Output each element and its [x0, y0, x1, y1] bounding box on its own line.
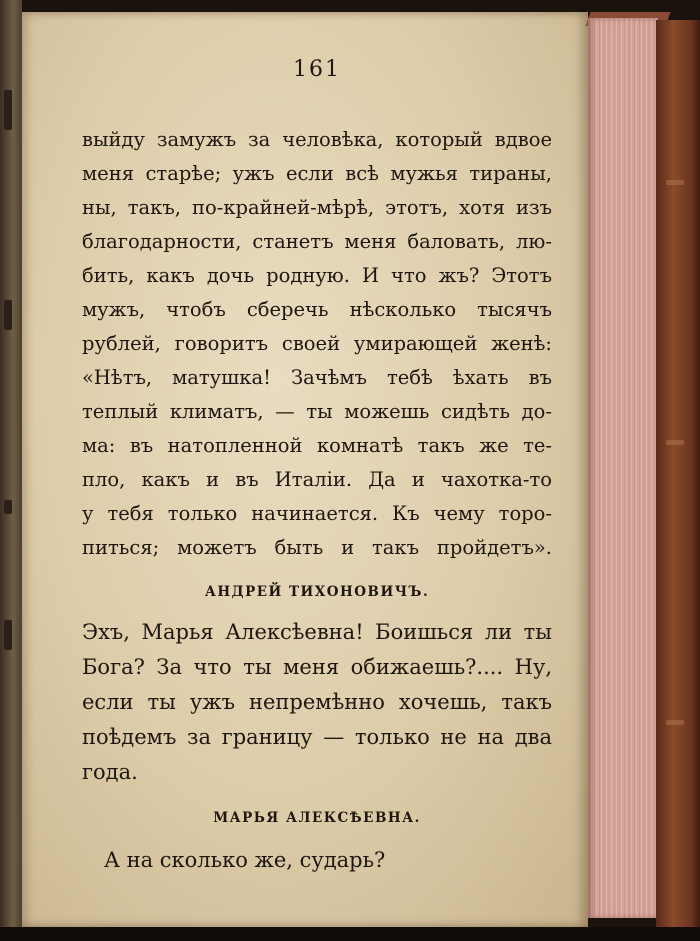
text-line: ны, такъ, по-крайней-мѣрѣ, этотъ, хотя изъ — [82, 196, 552, 219]
left-edge-mark — [4, 90, 12, 130]
text-line: выйду замужъ за человѣка, который вдвое — [82, 128, 552, 151]
text-line: пло, какъ и въ Италіи. Да и чахотка-то — [82, 468, 552, 491]
cover-scuff — [666, 440, 684, 445]
text-line: если ты ужъ непремѣнно хочешь, такъ — [82, 690, 552, 714]
adjacent-page-edge — [0, 0, 22, 941]
text-line: рублей, говоритъ своей умирающей женѣ: — [82, 332, 552, 355]
text-line: года. — [82, 760, 138, 784]
speaker-heading: МАРЬЯ АЛЕКСѢЕВНА. — [213, 810, 421, 826]
text-line: ма: въ натопленной комнатѣ такъ же те- — [82, 434, 552, 457]
text-line: питься; можетъ быть и такъ пройдетъ». — [82, 536, 552, 559]
text-line: «Нѣтъ, матушка! Зачѣмъ тебѣ ѣхать въ — [82, 366, 552, 389]
text-line: бить, какъ дочь родную. И что жъ? Этотъ — [82, 264, 552, 287]
page-number: 161 — [293, 57, 341, 82]
text-line: поѣдемъ за границу — только не на два — [82, 725, 552, 749]
text-line: А на сколько же, сударь? — [104, 848, 386, 872]
text-line: благодарности, станетъ меня баловать, лю- — [82, 230, 552, 253]
cover-scuff — [666, 720, 684, 725]
left-edge-mark — [4, 620, 12, 650]
text-line: Бога? За что ты меня обижаешь?.... Ну, — [82, 655, 552, 679]
table-shadow — [0, 927, 700, 941]
text-line: меня старѣе; ужъ если всѣ мужья тираны, — [82, 162, 552, 185]
text-line: Эхъ, Марья Алексѣевна! Боишься ли ты — [82, 620, 552, 644]
cover-scuff — [666, 180, 684, 185]
text-line: у тебя только начинается. Къ чему торо- — [82, 502, 552, 525]
left-edge-mark — [4, 300, 12, 330]
book-cover — [656, 20, 700, 930]
text-line: мужъ, чтобъ сберечь нѣсколько тысячъ — [82, 298, 552, 321]
text-line: теплый климатъ, — ты можешь сидѣть до- — [82, 400, 552, 423]
page-stack-edge — [588, 18, 658, 918]
book-page — [22, 12, 588, 927]
left-edge-mark — [4, 500, 12, 514]
speaker-heading: АНДРЕЙ ТИХОНОВИЧЪ. — [204, 584, 430, 600]
